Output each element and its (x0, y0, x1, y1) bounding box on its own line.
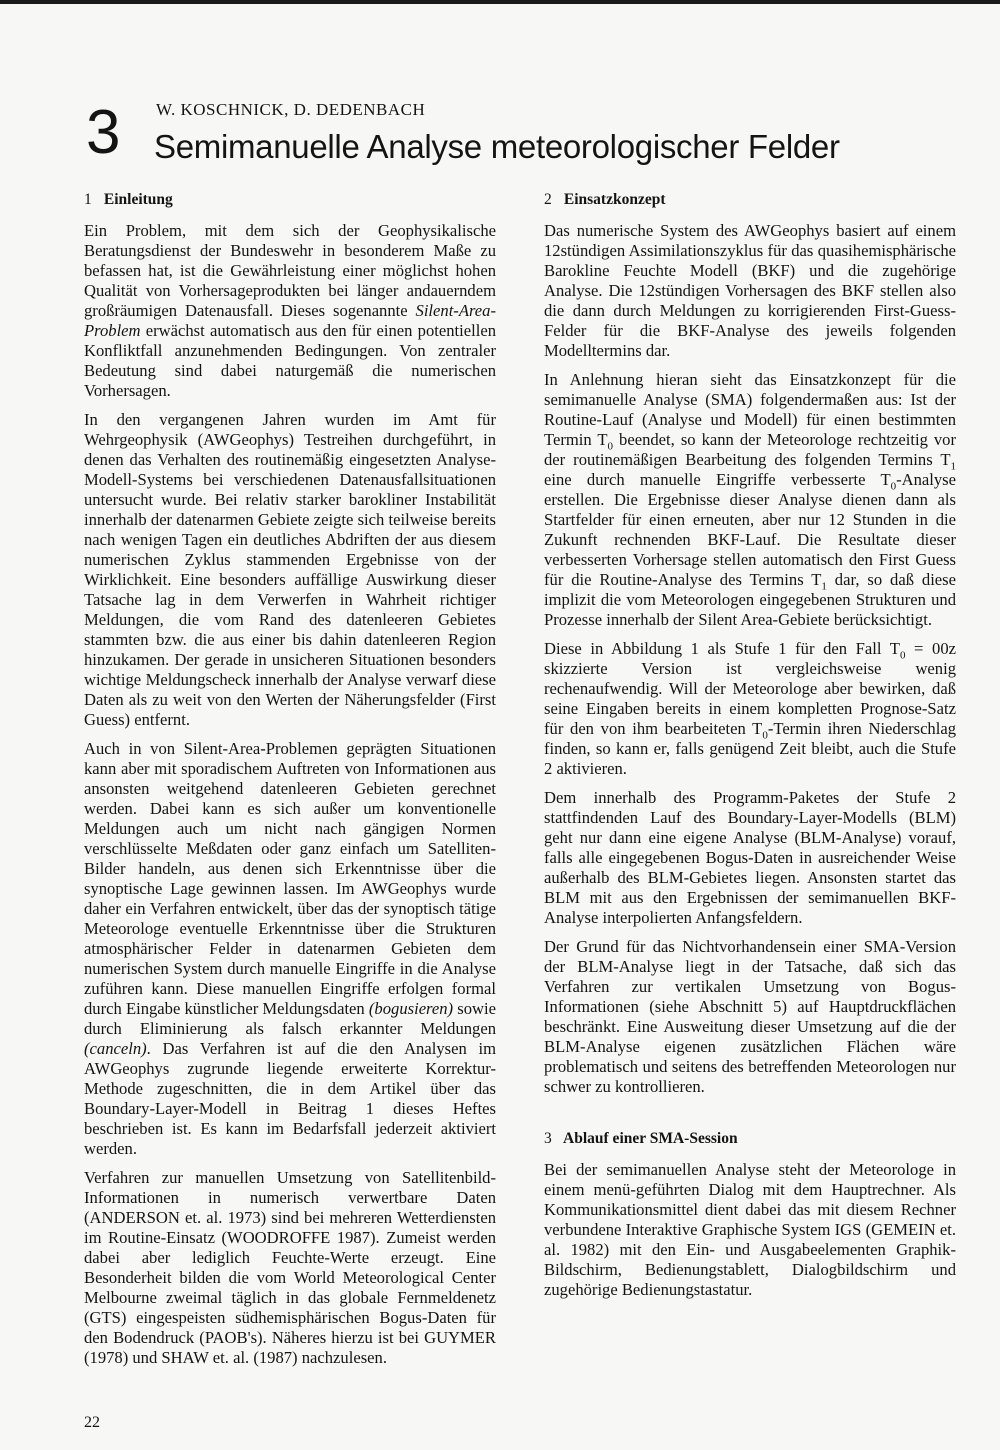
text-run: Auch in von Silent-Area-Problemen geprägten Situationen kann aber mit sporadischem Auftreten von Informationen aus ansonsten weitgehend datenleeren Gebieten gerechnet werden. Dabei kann es sich außer um konventionelle Meldungen auch um nicht nach gängigen Normen verschlüsselte Meßdaten oder ganz einfach um Satelliten-Bilder handeln, aus denen sich Erkenntnisse über die synoptische Lage gewinnen lassen. Im AWGeophys wurde daher ein Verfahren entwickelt, über das der synoptisch tätige Meteorologe eventuelle Erkenntnisse über die Strukturen atmosphärischer Felder in datenarmen Gebieten dem numerischen System durch manuelle Eingriffe in die Analyse zuführen kann. Diese manuellen Eingriffe erfolgen formal durch Eingabe künstlicher Meldungsdaten (84, 739, 496, 1018)
text-run: = 00z skizzierte Version ist vergleichsweise wenig rechenaufwendig. Will der Meteorologe aber bewirken, daß seine Eingaben bereits in einem kompletten Prognose-Satz für den von ihm bearbeiteten T (544, 639, 956, 738)
paragraph: In den vergangenen Jahren wurden im Amt für Wehrgeophysik (AWGeophys) Testreihen durchgeführt, in denen das Verhalten des routinemäßig eingesetzten Analyse-Modell-Systems bei verschiedenen Datenausfallsituationen untersucht wurde. Bei relativ starker barokliner Instabilität innerhalb der datenarmen Gebiete zeigte sich teilweise bereits nach wenigen Tagen ein deutliches Abdriften der aus diesem numerischen Zyklus stammenden Ergebnisse von der Wirklichkeit. Eine besonders auffällige Auswirkung dieser Tatsache lag in dem Verwerfen in Wahrheit richtiger Meldungen, die vom Rand des datenleeren Gebietes stammten bzw. die aus einer bis dahin datenleeren Region hinzukamen. Der gerade in unsicheren Situationen besonders wichtige Meldungscheck innerhalb der Analyse verwarf diese Daten als zu weit von den Werten der Näherungsfelder (First Guess) entfernt. (84, 410, 496, 729)
subscript: 0 (899, 649, 906, 662)
subscript: 0 (762, 729, 768, 742)
text-run: eine durch manuelle Eingriffe verbesserte T (544, 470, 891, 489)
paragraph: Bei der semimanuellen Analyse steht der Meteorologe in einem menü-geführten Dialog mit dem Hauptrechner. Als Kommunikationsmittel dient dabei das mit diesem Rechner verbundene Interaktive Graphische System IGS (GEMEIN et. al. 1982) mit den Ein- und Ausgabeelementen Graphik-Bildschirm, Bedienungstablett, Dialogbildschirm und zugehörige Bedienungstastatur. (544, 1160, 956, 1299)
text-run: sowie durch Eliminierung als falsch erkannter Meldungen (84, 999, 496, 1038)
section-number: 3 (544, 1130, 552, 1147)
scan-edge (0, 0, 1000, 4)
section-heading-ablauf (544, 1129, 956, 1149)
section-heading-einsatzkonzept (544, 190, 956, 210)
paragraph: Dem innerhalb des Programm-Paketes der Stufe 2 stattfindenden Lauf des Boundary-Layer-Modells (BLM) geht nur dann eine eigene Analyse (BLM-Analyse) vorauf, falls alle eingegebenen Bogus-Daten in ausreichender Weise außerhalb des BLM-Gebietes liegen. Ansonsten startet das BLM mit aus den Ergebnissen der semimanuellen BKF-Analyse interpolierten Anfangsfeldern. (544, 788, 956, 927)
authors: W. KOSCHNICK, D. DEDENBACH (156, 100, 426, 119)
emphasis: (canceln) (84, 1039, 147, 1058)
emphasis: (bogusieren) (368, 999, 454, 1018)
chapter-header (86, 100, 966, 180)
paragraph: Das numerische System des AWGeophys basiert auf einem 12stündigen Assimilationszyklus für das quasihemisphärische Barokline Feuchte Modell (BKF) und die zugehörige Analyse. Die 12stündigen Vorhersagen des BKF stellen also die dann durch Meldungen zu korrigierenden First-Guess-Felder für die BKF-Analyse des jeweils folgenden Modelltermins dar. (544, 221, 956, 360)
text-run: In Anlehnung hieran sieht das Einsatzkonzept für die semimanuelle Analyse (SMA) folgendermaßen aus: Ist der Routine-Lauf (Analyse und Modell) für einen bestimmten Termin T (544, 370, 956, 449)
text-run: -Analyse erstellen. Die Ergebnisse dieser Analyse dienen dann als Startfelder für einen erneuten, aber nur 12 Stunden in die Zukunft rechnenden BKF-Lauf. Die Resultate dieser verbesserten Vorhersage stellen automatisch den First Guess für die Routine-Analyse des Termins T (544, 470, 956, 589)
paragraph (84, 221, 496, 401)
subscript: 0 (607, 440, 614, 453)
subscript: 0 (890, 480, 897, 493)
section-title: Einsatzkonzept (563, 191, 666, 208)
text-run: . Das Verfahren ist auf die den Analysen im AWGeophys zugrunde liegende erweiterte Korrektur-Methode zugeschnitten, die in dem Artikel über das Boundary-Layer-Modell in Beitrag 1 dieses Heftes beschrieben ist. Es kann im Bedarfsfall jederzeit aktiviert werden. (84, 1039, 496, 1158)
section-number: 2 (544, 191, 552, 208)
text-run: beendet, so kann der Meteorologe rechtzeitig vor der routinemäßigen Bearbeitung des folgenden Termins T (544, 430, 957, 469)
text-run: Diese in Abbildung 1 als Stufe 1 für den Fall T (544, 639, 900, 658)
section-title: Einleitung (103, 191, 173, 208)
text-run: Ein Problem, mit dem sich der Geophysikalische Beratungsdienst der Bundeswehr in besonderem Maße zu befassen hat, ist die Gewährleistung einer möglichst hohen Qualität von Vorhersageprodukten bei länger andauerndem großräumigen Datenausfall. Dieses sogenannte (84, 221, 496, 320)
text-run: -Termin ihren Niederschlag finden, so kann er, falls genügend Zeit bleibt, auch die Stufe 2 aktivieren. (544, 719, 957, 778)
emphasis: Silent-Area-Problem (84, 301, 496, 340)
paragraph: Verfahren zur manuellen Umsetzung von Satellitenbild-Informationen in numerisch verwertbare Daten (ANDERSON et. al. 1973) sind bei mehreren Wetterdiensten im Routine-Einsatz (WOODROFFE 1987). Zumeist werden dabei aber lediglich Feuchte-Werte erzeugt. Eine Besonderheit bilden die vom World Meteorological Center Melbourne zweimal täglich in das globale Fernmeldenetz (GTS) eingespeisten südhemisphärischen Bogus-Daten für den Bodendruck (PAOB's). Näheres hierzu ist bei GUYMER (1978) und SHAW et. al. (1987) nachzulesen. (84, 1168, 496, 1367)
subscript: 1 (821, 580, 827, 593)
page-title: Semimanuelle Analyse meteorologischer Felder (154, 128, 840, 165)
paragraph (84, 739, 496, 1159)
paragraph (544, 370, 956, 630)
section-number: 1 (84, 191, 92, 208)
text-run: erwächst automatisch aus den für einen potentiellen Konfliktfall anzunehmenden Bedingungen. Von zentraler Bedeutung sind dabei naturgemäß die numerischen Vorhersagen. (84, 321, 496, 400)
paragraph: Der Grund für das Nichtvorhandensein einer SMA-Version der BLM-Analyse liegt in der Tatsache, daß sich das Verfahren zur vertikalen Umsetzung von Bogus-Informationen (siehe Abschnitt 5) auf Hauptdruckflächen beschränkt. Eine Ausweitung dieser Umsetzung auf die der BLM-Analyse eigenen zusätzlichen Flächen wäre problematisch und seitens des betreffenden Meteorologen nur schwer zu kontrollieren. (544, 937, 956, 1096)
paragraph (544, 639, 956, 779)
right-column (544, 190, 956, 1309)
section-title: Ablauf einer SMA-Session (563, 1130, 738, 1147)
section-heading-einleitung (84, 190, 496, 210)
left-column (84, 190, 496, 1377)
chapter-number: 3 (86, 98, 121, 167)
subscript: 1 (950, 460, 956, 473)
page-number: 22 (84, 1414, 100, 1431)
text-run: dar, so daß diese implizit die vom Meteorologen eingegebenen Strukturen und Prozesse innerhalb der Silent Area-Gebiete berücksichtigt. (544, 570, 956, 629)
